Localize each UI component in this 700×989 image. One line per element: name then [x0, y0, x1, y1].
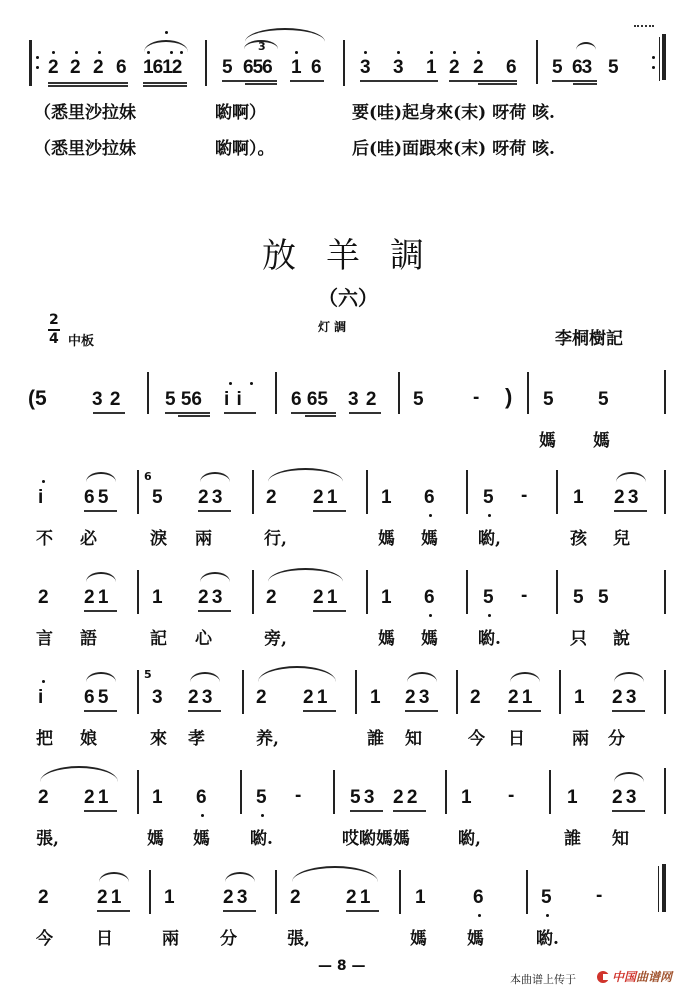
note: 1 [461, 787, 472, 808]
lyric: 媽 [421, 629, 438, 649]
note: 2 [38, 587, 49, 608]
note: 5 [598, 389, 609, 410]
barline [147, 372, 149, 414]
barline [664, 570, 666, 614]
note: 5 [543, 389, 554, 410]
lyric: 要(哇)起身來(末) 呀荷 咳. [352, 103, 555, 123]
barline [205, 40, 207, 86]
site-name-part2: 曲谱网 [636, 970, 673, 984]
note: 1 [567, 787, 578, 808]
grace-note: 5 [144, 668, 152, 681]
note-group: 2 3 [612, 787, 637, 808]
note: 5 [598, 587, 609, 608]
lyric: 兩 [572, 729, 589, 749]
lyric: 張, [287, 929, 310, 949]
note: i [38, 687, 44, 708]
note: 5 [608, 57, 619, 78]
lyric: 記 [150, 629, 167, 649]
lyric: 兒 [613, 529, 630, 549]
lyric: 淚 [150, 529, 167, 549]
repeat-start-barline [29, 40, 32, 86]
repeat-end-barline [662, 34, 666, 80]
note: 2 [256, 687, 267, 708]
barline [445, 770, 447, 814]
barline [252, 570, 254, 614]
lyric: 分 [220, 929, 237, 949]
note: 2 [470, 687, 481, 708]
lyric: 喲. [536, 929, 559, 949]
note-group: 6 5 [84, 487, 109, 508]
barline [366, 570, 368, 614]
barline [549, 770, 551, 814]
paren: ) [505, 384, 513, 409]
lyric: 养, [256, 729, 279, 749]
barline [399, 870, 401, 914]
dash: - [596, 885, 603, 906]
barline [275, 870, 277, 914]
lyric: 喲, [458, 829, 481, 849]
barline [664, 670, 666, 714]
note-group: 2 3 [188, 687, 213, 708]
note: 2 [93, 57, 104, 78]
barline [466, 570, 468, 614]
lyric: 來 [150, 729, 167, 749]
note: 6 [424, 587, 435, 608]
dash: - [521, 485, 528, 506]
barline [275, 372, 277, 414]
lyric: 喲. [478, 629, 501, 649]
grace-note: 6 [144, 470, 152, 483]
note-group: 6 65 [291, 389, 328, 410]
lyric: 旁, [264, 629, 287, 649]
lyric: 知 [612, 829, 629, 849]
lyric: 媽 [421, 529, 438, 549]
lyric: 喲, [478, 529, 501, 549]
note-group: 3 2 [92, 389, 121, 410]
dash: - [521, 585, 528, 606]
note: 5 [552, 57, 563, 78]
barline [137, 470, 139, 514]
barline [556, 470, 558, 514]
barline [137, 570, 139, 614]
genre-label: 灯 調 [318, 320, 347, 334]
note: 3 [393, 57, 404, 78]
lyric: 媽 [378, 529, 395, 549]
song-title: 放羊調 [262, 236, 454, 276]
repeat-dot [36, 66, 39, 69]
lyric: 后(哇)面跟來(末) 呀荷 咳. [352, 139, 555, 159]
note-group: 2 1 [313, 487, 338, 508]
note: 2 [48, 57, 59, 78]
lyric: 孩 [570, 529, 587, 549]
lyric: 知 [405, 729, 422, 749]
note: 2 [290, 887, 301, 908]
note: 1 [370, 687, 381, 708]
note-group: 2 3 [198, 587, 223, 608]
note-group: 2 3 [614, 487, 639, 508]
lyric: 今 [36, 929, 53, 949]
note: 2 [266, 587, 277, 608]
site-name-part1: 中国 [612, 970, 637, 984]
note: 2 [473, 57, 484, 78]
note: 6 [506, 57, 517, 78]
barline [526, 870, 528, 914]
lyric: 說 [613, 629, 630, 649]
slur [576, 42, 596, 50]
dash: - [508, 785, 515, 806]
note: 6 [473, 887, 484, 908]
lyric: 媽 [593, 431, 610, 451]
note-group: 2 3 [198, 487, 223, 508]
lyric: 言 [36, 629, 53, 649]
barline [366, 470, 368, 514]
barline [664, 470, 666, 514]
note-group: 63 [572, 57, 592, 78]
note-group: 1612 [143, 57, 182, 78]
barline [137, 770, 139, 814]
barline [149, 870, 151, 914]
note-group: 2 1 [508, 687, 533, 708]
note: 1 [381, 587, 392, 608]
note: 2 [38, 787, 49, 808]
triplet-mark: 3 [258, 40, 266, 53]
note-group: 2 1 [303, 687, 328, 708]
note-group: 2 3 [612, 687, 637, 708]
note: 5 [152, 487, 163, 508]
barline [466, 470, 468, 514]
page-number: — 8 — [318, 958, 366, 974]
lyric: 誰 [564, 829, 581, 849]
barline [527, 372, 529, 414]
site-logo-icon [597, 971, 609, 983]
note-group: 3 2 [348, 389, 377, 410]
note: 1 [574, 687, 585, 708]
note: 1 [381, 487, 392, 508]
note: 1 [164, 887, 175, 908]
note: 2 [449, 57, 460, 78]
note: 1 [152, 587, 163, 608]
final-barline-thick [662, 864, 666, 912]
note-group: 2 1 [84, 787, 109, 808]
lyric: （悉里沙拉妹 [34, 139, 136, 159]
note: 1 [426, 57, 437, 78]
note: 1 [152, 787, 163, 808]
note: 2 [70, 57, 81, 78]
lyric: 媽 [193, 829, 210, 849]
note: 5 [483, 487, 494, 508]
note: 6 [311, 57, 322, 78]
barline [355, 670, 357, 714]
lyric: （悉里沙拉妹 [34, 103, 136, 123]
lyric: 日 [508, 729, 525, 749]
time-signature-bottom: 4 [49, 331, 59, 347]
note: 6 [424, 487, 435, 508]
note: 6 [196, 787, 207, 808]
site-link[interactable] [597, 968, 672, 985]
lyric: 喲啊） [215, 103, 266, 123]
lyric: 日 [96, 929, 113, 949]
note-group: 656 [243, 57, 272, 78]
note-group: 5 56 [165, 389, 202, 410]
lyric: 分 [608, 729, 625, 749]
note-group: 2 1 [84, 587, 109, 608]
lyric: 孝 [188, 729, 205, 749]
note: 2 [38, 887, 49, 908]
note: 5 [413, 389, 424, 410]
note-group: 6 5 [84, 687, 109, 708]
note: 1 [415, 887, 426, 908]
lyric: 媽 [410, 929, 427, 949]
lyric: 媽 [467, 929, 484, 949]
note: 5 [573, 587, 584, 608]
note: 2 [266, 487, 277, 508]
lyric: 媽 [539, 431, 556, 451]
note: i [38, 487, 44, 508]
lyric: 只 [570, 629, 587, 649]
note: 5 [541, 887, 552, 908]
tempo-marking: 中板 [68, 334, 95, 349]
barline [664, 768, 666, 814]
lyric: 張, [36, 829, 59, 849]
note: 3 [152, 687, 163, 708]
repeat-dot [36, 56, 39, 59]
note: 3 [360, 57, 371, 78]
note: 5 [256, 787, 267, 808]
barline [343, 40, 345, 86]
slur [245, 28, 325, 42]
lyric: 誰 [367, 729, 384, 749]
lyric: 兩 [162, 929, 179, 949]
barline [456, 670, 458, 714]
recorder-credit: 李桐樹記 [555, 329, 623, 349]
barline [664, 370, 666, 414]
upload-text: 本曲谱上传于 [510, 973, 576, 986]
note: 6 [116, 57, 127, 78]
barline [398, 372, 400, 414]
barline [252, 470, 254, 514]
note-group: i i [224, 389, 242, 410]
note-group: 2 1 [313, 587, 338, 608]
lyric: 媽 [147, 829, 164, 849]
lyric: 媽 [378, 629, 395, 649]
final-barline-thin [658, 866, 659, 912]
dash: - [295, 785, 302, 806]
note-group: 2 3 [405, 687, 430, 708]
barline [559, 670, 561, 714]
note: 1 [573, 487, 584, 508]
lyric: 喲. [250, 829, 273, 849]
lyric: 必 [80, 529, 97, 549]
lyric: 把 [36, 729, 53, 749]
lyric: 兩 [195, 529, 212, 549]
barline [333, 770, 335, 814]
note: 1 [291, 57, 302, 78]
note-group: 2 1 [346, 887, 371, 908]
note-group: 2 1 [97, 887, 122, 908]
note-group: 2 3 [223, 887, 248, 908]
note-group: 5 3 [350, 787, 375, 808]
lyric: 心 [195, 629, 212, 649]
lyric: 今 [468, 729, 485, 749]
note: 5 [483, 587, 494, 608]
barline [242, 670, 244, 714]
barline [137, 670, 139, 714]
barline [556, 570, 558, 614]
lyric: 哎喲媽媽 [342, 829, 410, 849]
lyric: 娘 [80, 729, 97, 749]
note: 5 [222, 57, 233, 78]
lyric: 不 [36, 529, 53, 549]
lyric: 語 [80, 629, 97, 649]
barline [240, 770, 242, 814]
dash: - [473, 387, 480, 408]
time-signature-top: 2 [49, 312, 59, 328]
note-group: 2 2 [393, 787, 418, 808]
note: (5 [28, 387, 47, 410]
barline [536, 40, 538, 84]
slur [144, 40, 188, 52]
lyric: 喲啊）。 [215, 139, 275, 159]
lyric: 行, [264, 529, 287, 549]
song-number: （六） [318, 286, 378, 310]
